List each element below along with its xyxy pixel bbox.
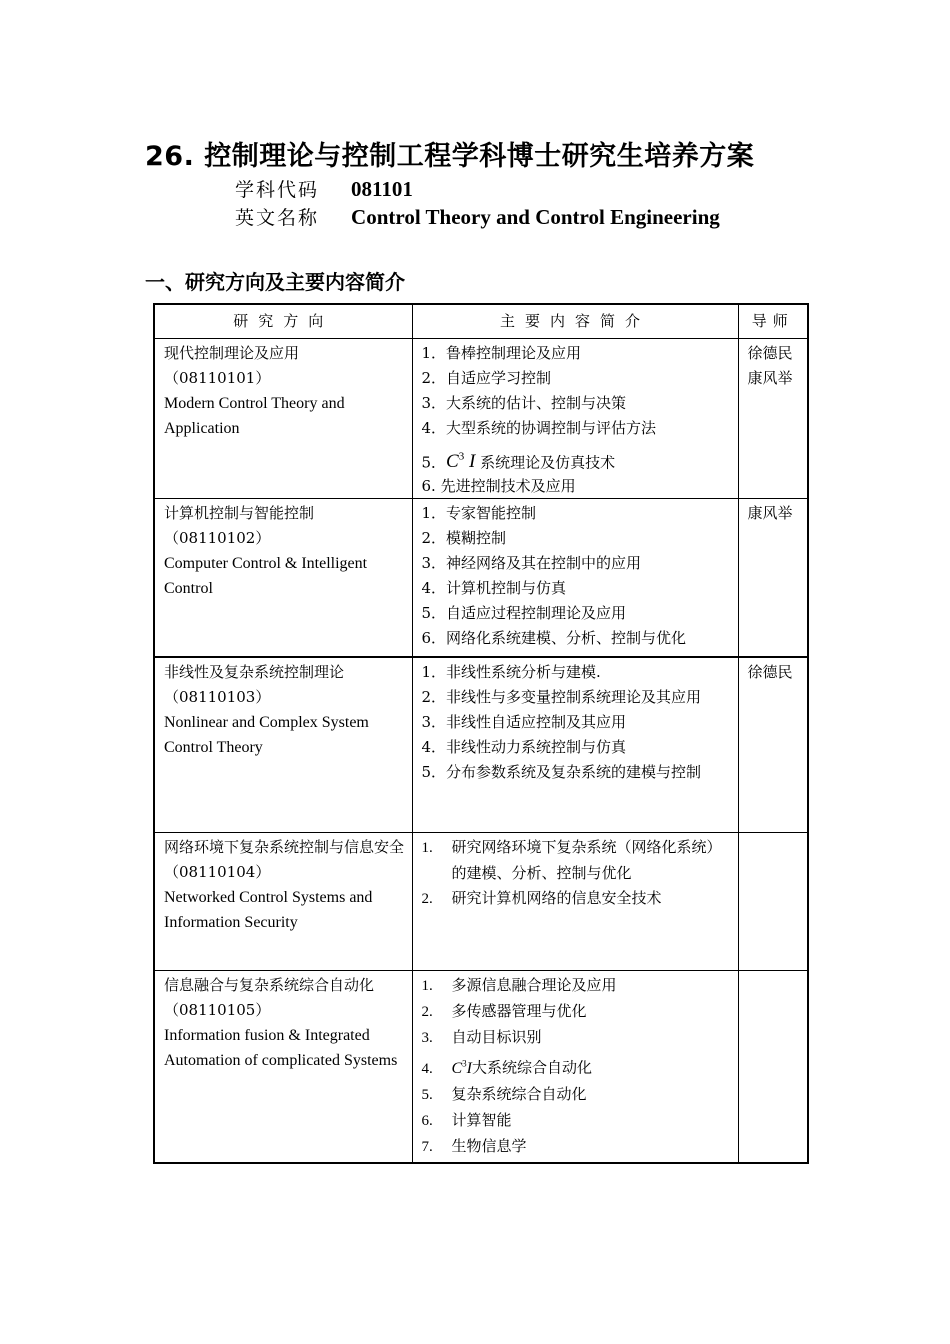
content-cell [412,833,738,971]
header-direction: 研究方向 [154,304,412,339]
content-item [422,1082,731,1108]
advisor-name: 康风举 [747,504,793,523]
item-text: 生物信息学 [451,1136,527,1155]
content-item: 3．神经网络及其在控制中的应用 [421,554,642,573]
item-text: 研究计算机网络的信息安全技术 [451,889,662,908]
formula-sup: 3 [462,1058,467,1069]
table-row [154,499,808,657]
content-item [422,1108,731,1134]
c3i-formula [446,451,475,472]
direction-code: （08110103） [164,687,271,706]
direction-cell [154,499,412,657]
advisor-cell [738,833,808,971]
advisor-cell [738,339,808,499]
direction-english: Networked Control Systems and Information Security [164,889,373,932]
item-text: 大系统综合自动化 [472,1058,593,1077]
item-text: 多源信息融合理论及应用 [451,976,617,995]
discipline-code-line [235,175,413,202]
formula-sup: 3 [458,451,465,463]
item-number: 5. [421,1086,433,1103]
english-name-label: 英文名称 [235,207,320,229]
formula-c: C [446,451,459,473]
header-content: 主要内容简介 [412,304,738,339]
c3i-formula [452,1060,473,1077]
content-item [422,973,731,999]
advisor-cell [738,971,808,1163]
table-row [154,833,808,971]
item-number: 1. [421,840,433,857]
direction-name: 信息融合与复杂系统综合自动化 [164,976,375,995]
item-number: 2. [421,891,433,908]
advisor-name: 徐德民 [747,344,793,362]
formula-c: C [451,1059,463,1077]
content-item [422,999,731,1025]
direction-code: （08110101） [164,369,271,387]
direction-cell [154,339,412,499]
content-item: 5．自适应过程控制理论及应用 [421,604,627,623]
content-item: 2．模糊控制 [421,529,507,548]
item-text: 计算智能 [451,1110,512,1129]
item-number: 3. [421,1030,433,1047]
item-text: 系统理论及仿真技术 [480,453,616,472]
item-text: 自动目标识别 [451,1028,542,1047]
content-item: 1．专家智能控制 [421,504,537,523]
item-number: 7. [421,1138,433,1155]
item-text: 复杂系统综合自动化 [451,1084,587,1103]
discipline-code-value: 081101 [351,177,413,201]
advisor-name: 徐德民 [747,662,793,681]
direction-code: （08110102） [164,529,271,548]
content-item: 4．非线性动力系统控制与仿真 [421,737,627,756]
item-number: 1. [421,978,433,995]
direction-cell [154,833,412,971]
direction-name: 网络环境下复杂系统控制与信息安全 [164,838,405,857]
direction-name: 非线性及复杂系统控制理论 [164,662,345,681]
content-item: 4．大型系统的协调控制与评估方法 [421,419,657,437]
formula-i: I [468,451,476,473]
table-row [154,971,808,1163]
content-item [422,886,731,912]
table-row [154,339,808,499]
direction-code: （08110105） [164,1001,271,1020]
item-number: 6. [421,1112,433,1129]
content-item: 4．计算机控制与仿真 [421,579,567,598]
direction-code: （08110104） [164,863,271,882]
discipline-code-label: 学科代码 [235,179,320,201]
content-cell [412,657,738,833]
direction-cell [154,657,412,833]
content-item: 2．非线性与多变量控制系统理论及其应用 [421,687,702,706]
direction-english: Modern Control Theory and Application [164,395,345,437]
direction-english: Nonlinear and Complex System Control Theory [164,713,369,756]
direction-cell [154,971,412,1163]
content-item [422,1051,731,1081]
table-row [154,657,808,833]
document-title: 26. 控制理论与控制工程学科博士研究生培养方案 [145,141,755,172]
english-name-value: Control Theory and Control Engineering [351,205,720,229]
content-item [422,835,731,886]
header-advisor: 导师 [738,304,808,339]
item-number: 2. [421,1004,433,1021]
content-cell [412,339,738,499]
advisor-cell [738,657,808,833]
formula-i: I [466,1059,472,1077]
section-heading: 一、研究方向及主要内容简介 [145,270,405,294]
content-item: 6．网络化系统建模、分析、控制与优化 [421,629,687,648]
advisor-cell [738,499,808,657]
content-item: 5．分布参数系统及复杂系统的建模与控制 [421,762,702,781]
content-item: 3．大系统的估计、控制与决策 [421,394,627,412]
english-name-line [235,203,720,230]
table-header-row [154,304,808,339]
direction-english: Information fusion & Integrated Automation of complicated Systems [164,1027,398,1070]
content-item: 3．非线性自适应控制及其应用 [421,712,627,731]
content-cell [412,971,738,1163]
item-text: 研究网络环境下复杂系统（网络化系统）的建模、分析、控制与优化 [451,838,722,883]
content-item [422,443,731,476]
content-cell [412,499,738,657]
advisor-name: 康风举 [747,369,793,387]
content-item: 1．鲁棒控制理论及应用 [421,344,582,362]
item-number: 5． [421,453,447,472]
direction-english: Computer Control & Intelligent Control [164,555,368,598]
direction-name: 计算机控制与智能控制 [164,504,315,523]
content-item: 2．自适应学习控制 [421,369,552,387]
direction-name: 现代控制理论及应用 [164,344,300,362]
content-item: 6. 先进控制技术及应用 [421,477,576,496]
content-item [422,1134,731,1160]
content-item: 1．非线性系统分析与建模. [421,662,601,681]
research-directions-table [153,303,809,1164]
item-number: 4. [421,1060,433,1077]
content-item [422,1025,731,1051]
item-text: 多传感器管理与优化 [451,1002,587,1021]
